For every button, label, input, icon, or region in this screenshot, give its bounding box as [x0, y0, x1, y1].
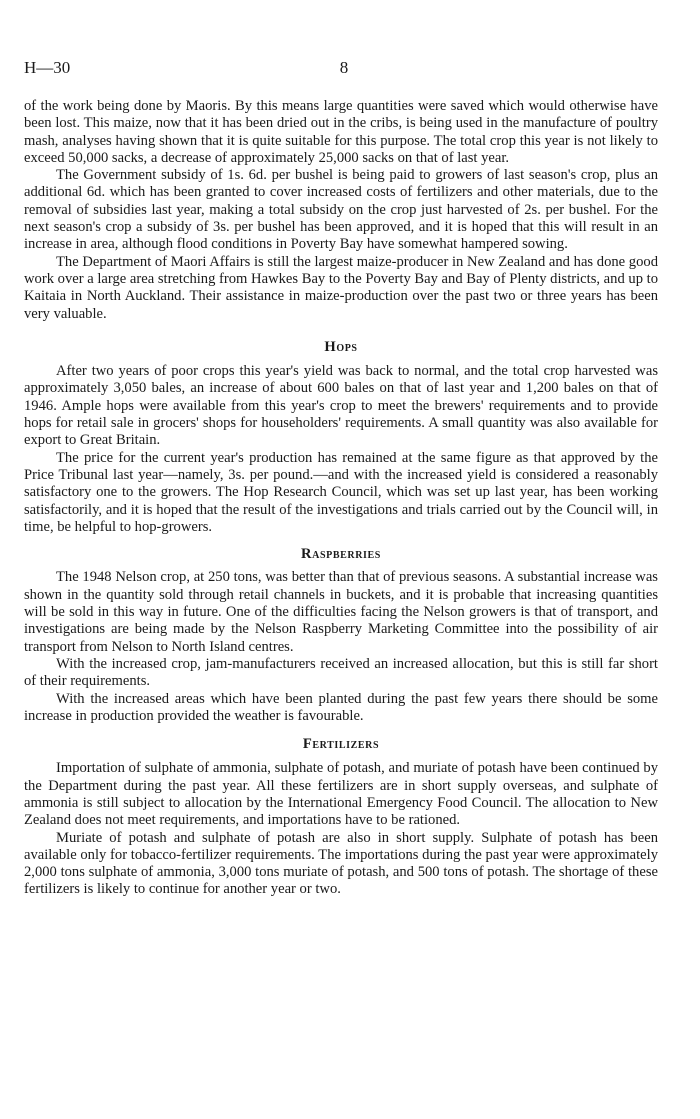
section-heading-hops: Hops [324, 338, 358, 355]
paragraph: The price for the current year's production has remained at the same figure as that approved by the Price Tribunal last year—namely, 3s. per pound.—and with the increased yield is considered a reasonably satisfactory one to the growers. The Hop Research Council, which was set up last year, has been working satisfactorily, and it is hoped that the result of the investigations and trials carried out by the Council will, in time, be helpful to hop-growers. [24, 449, 658, 535]
running-header [24, 58, 654, 82]
paragraph: After two years of poor crops this year's yield was back to normal, and the total crop harvested was approximately 3,050 bales, an increase of about 600 bales on that of last year and 1,200 bales on that of 1946. Ample hops were available from this year's crop to meet the brewers' requirements and to provide hops for retail sale in grocers' shops for householders' requirements. A small quantity was also available for export to Great Britain. [24, 363, 658, 449]
paragraph: The Department of Maori Affairs is still the largest maize-producer in New Zealand and has done good work over a large area stretching from Hawkes Bay to the Poverty Bay and Bay of Plenty districts, and up to Kaitaia in North Auckland. Their assistance in maize-production over the past two or three years has been very valuable. [24, 253, 658, 322]
section-raspberries [24, 546, 658, 725]
section-fertilizers [24, 736, 658, 899]
paragraph: Importation of sulphate of ammonia, sulphate of potash, and muriate of potash have been continued by the Department during the past year. All these fertilizers are in short supply overseas, and sulphate of ammonia is still subject to allocation by the International Emergency Food Council. The allocation to New Zealand does not meet requirements, and importations have to be rationed. [24, 760, 658, 829]
document-reference: H—30 [24, 58, 71, 77]
body-text [24, 98, 658, 899]
paragraph: With the increased crop, jam-manufacturers received an increased allocation, but this is still far short of their requirements. [24, 655, 658, 690]
paragraph: The Government subsidy of 1s. 6d. per bushel is being paid to growers of last season's crop, plus an additional 6d. which has been granted to cover increased costs of fertilizers and other materials, due to the removal of subsidies last year, making a total subsidy on the crop just harvested of 2s. per bushel. For the next season's crop a subsidy of 3s. per bushel has been approved, and it is hoped that this will result in an increase in area, although flood conditions in Poverty Bay have somewhat hampered sowing. [24, 167, 658, 253]
paragraph: Muriate of potash and sulphate of potash are also in short supply. Sulphate of potash has been available only for tobacco-fertilizer requirements. The importations during the past year were approximately 2,000 tons sulphate of ammonia, 3,000 tons muriate of potash, and 500 tons of potash. The shortage of these fertilizers is likely to continue for another year or two. [24, 829, 658, 898]
page-number: 8 [339, 58, 349, 77]
section-hops [24, 339, 658, 536]
paragraph: The 1948 Nelson crop, at 250 tons, was better than that of previous seasons. A substantial increase was shown in the quantity sold through retail channels in buckets, and it is probable that increasing quantities will be sold in this way in future. One of the difficulties facing the Nelson growers is that of transport, and investigations are being made by the Nelson Raspberry Marketing Committee into the possibility of air transport from Nelson to North Island centres. [24, 569, 658, 655]
paragraph: With the increased areas which have been planted during the past few years there should be some increase in production provided the weather is favourable. [24, 690, 658, 724]
section-maize [24, 98, 658, 323]
section-heading-fertilizers: Fertilizers [302, 736, 380, 753]
section-heading-raspberries: Raspberries [301, 546, 381, 563]
paragraph-continued: of the work being done by Maoris. By this means large quantities were saved which would otherwise have been lost. This maize, now that it has been dried out in the cribs, is being used in the manufacture of poultry mash, analyses having shown that it is quite suitable for this purpose. The total crop this year is not likely to exceed 50,000 sacks, a decrease of approximately 25,000 sacks on that of last year. [24, 98, 658, 166]
